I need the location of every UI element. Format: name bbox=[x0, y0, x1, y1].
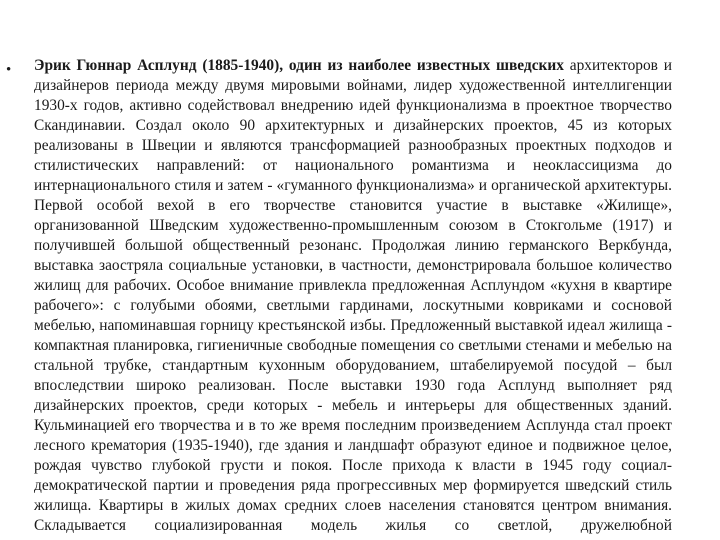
body-paragraph bbox=[34, 56, 672, 536]
body-text: архитекторов и дизайнеров периода между двумя мировыми войнами, лидер художественной интеллигенции 1930-х годов, активно содействовал внедрению идей функционализма в проектное творчество Скандинавии. Создал около 90 архитектурных и дизайнерских проектов, 45 из которых реализованы в Швеции и являются трансформацией разнообразных проектных подходов и стилистических направлений: от национального романтизма и неоклассицизма до интернационального стиля и затем - «гуманного функционализма» и органической архитектуры. Первой особой вехой в его творчестве становится участие в выставке «Жилище», организованной Шведским художественно-промышленным союзом в Стокгольме (1917) и получившей большой общественный резонанс. Продолжая линию германского Веркбунда, выставка заостряла социальные установки, в частности, демонстрировала большое количество жилищ для рабочих. Особое внимание привлекла предложенная Асплундом «кухня в квартире рабочего»: с голубыми обоями, светлыми гардинами, лоскутными ковриками и сосновой мебелью, напоминавшая горницу крестьянской избы. Предложенный выставкой идеал жилища - компактная планировка, гигиеничные свободные помещения со светлыми стенами и мебелью на стальной трубке, стандартным кухонным оборудованием, штабелируемой посудой – был впоследствии широко реализован. После выставки 1930 года Асплунд выполняет ряд дизайнерских проектов, среди которых - мебель и интерьеры для общественных зданий. Кульминацией его творчества и в то же время последним произведением Асплунда стал проект лесного крематория (1935-1940), где здания и ландшафт образуют единое и подвижное целое, рождая чувство глубокой грусти и покоя. После прихода к власти в 1945 году социал-демократической партии и проведения ряда прогрессивных мер формируется шведский стиль жилища. Квартиры в жилых домах средних слоев населения становятся центром внимания. Складывается социализированная модель жилья со светлой, дружелюбной bbox=[34, 57, 672, 534]
bullet-marker: • bbox=[6, 62, 12, 78]
lead-text: Эрик Гюннар Асплунд (1885-1940), один из наиболее известных шведских bbox=[34, 57, 564, 74]
